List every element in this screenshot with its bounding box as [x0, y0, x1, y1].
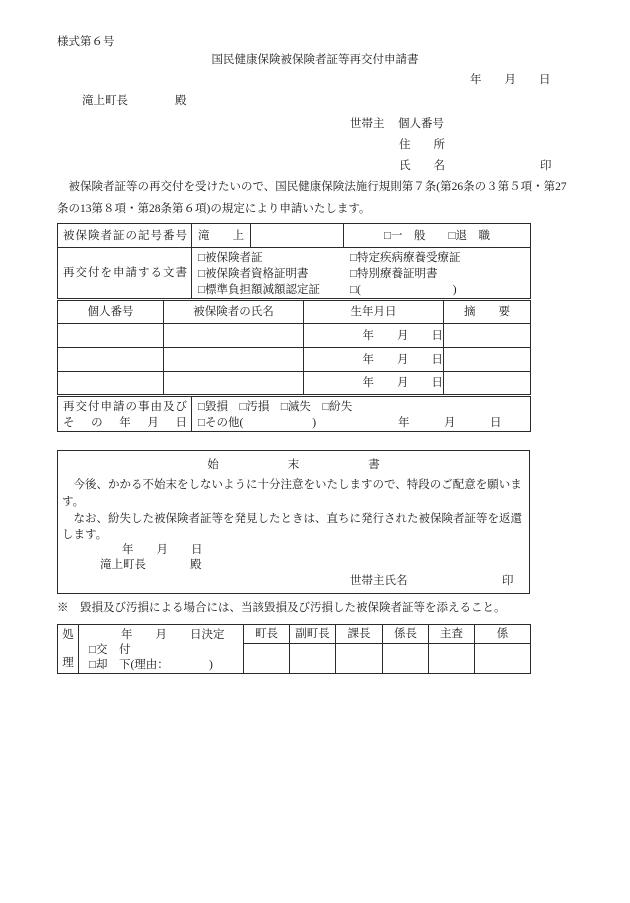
- approver-supervisor: 主査: [429, 625, 475, 644]
- reason-label-cell: [58, 396, 192, 432]
- stamp-cell-deputy-mayor: [290, 644, 336, 674]
- symbol-number-label-cell: [58, 224, 192, 248]
- apology-heading: 始 末 書: [207, 459, 380, 471]
- addressee-honorific: 殿: [175, 95, 187, 107]
- stamp-cell-staff: [475, 644, 531, 674]
- birth-date-cell: 年 月 日: [304, 348, 444, 372]
- approver-town-mayor: 町長: [244, 625, 290, 644]
- documents-label: 再交付を申請する文書: [63, 267, 187, 279]
- member-row: [58, 324, 531, 348]
- personal-number-cell: [58, 324, 164, 348]
- processing-label-bottom: 理: [62, 657, 74, 669]
- document-option: □被保険者証: [198, 252, 263, 264]
- birth-date-cell: 年 月 日: [304, 324, 444, 348]
- apology-line: す。: [62, 496, 85, 508]
- approver-header-row: [58, 625, 531, 644]
- symbol-number-row: [58, 224, 531, 248]
- members-header-row: [58, 300, 531, 324]
- apology-addressee-honorific: 殿: [190, 559, 202, 571]
- reason-row: [58, 396, 531, 432]
- reason-options: □毀損 □汚損 □滅失 □紛失: [198, 400, 353, 413]
- application-table: [57, 223, 531, 432]
- apology-line: 今後、かかる不始末をしないように十分注意をいたしますので、特段のご配意を願いま: [62, 479, 522, 491]
- seal-mark: 印: [540, 160, 552, 172]
- approver-deputy-mayor: 副町長: [290, 625, 336, 644]
- reason-other-option: □その他( ): [198, 416, 317, 429]
- address-label: 住 所: [399, 139, 445, 151]
- insured-name-cell: [164, 348, 304, 372]
- apology-line: します。: [62, 529, 108, 541]
- insured-name-cell: [164, 372, 304, 396]
- remarks-cell: [444, 348, 531, 372]
- attachment-note: ※ 毀損及び汚損による場合には、当該毀損及び汚損した被保険者証等を添えること。: [57, 602, 506, 614]
- symbol-prefix: 滝 上: [192, 224, 251, 248]
- reason-date: 年 月 日: [398, 416, 502, 429]
- reason-label: 再交付申請の事由及び: [63, 400, 187, 413]
- documents-label-cell: [58, 248, 192, 300]
- addressee-name: 滝上町長: [82, 95, 128, 107]
- statement-line: 被保険者証等の再交付を受けたいので、国民健康保険法施行規則第７条(第26条の３第５項・第27: [57, 181, 567, 193]
- personal-number-cell: [58, 372, 164, 396]
- document-option: □特定疾病療養受療証: [350, 252, 461, 264]
- insurance-category-options: □一 般 □退 職: [344, 224, 531, 248]
- household-head-label: 世帯主: [350, 118, 385, 130]
- header-remarks: 摘 要: [444, 300, 531, 324]
- processing-label-top: 処: [62, 629, 74, 641]
- personal-number-cell: [58, 348, 164, 372]
- document-option: □標準負担額減額認定証: [198, 284, 320, 296]
- approver-staff: 係: [475, 625, 531, 644]
- reject-option: □却 下(理由： ): [89, 658, 213, 671]
- insured-name-cell: [164, 324, 304, 348]
- personal-number-label: 個人番号: [398, 118, 444, 130]
- application-date: 年 月 日: [470, 74, 551, 86]
- documents-list: [192, 248, 530, 298]
- apology-line: なお、紛失した被保険者証等を発見したときは、直ちに発行された被保険者証等を返還: [62, 513, 522, 525]
- apology-signer-label: 世帯主氏名: [350, 575, 408, 587]
- stamp-cell-subsection-chief: [383, 644, 429, 674]
- approver-subsection-chief: 係長: [383, 625, 429, 644]
- member-row: [58, 348, 531, 372]
- documents-row: [58, 248, 531, 300]
- header-insured-name: 被保険者の氏名: [164, 300, 304, 324]
- name-label: 氏 名: [399, 160, 445, 172]
- document-option: □( ): [350, 284, 457, 296]
- decision-date: 年 月 日決定: [121, 628, 225, 641]
- remarks-cell: [444, 372, 531, 396]
- documents-cell: [192, 248, 531, 300]
- apology-seal-mark: 印: [502, 575, 514, 587]
- member-row: [58, 372, 531, 396]
- apology-box: [57, 450, 530, 594]
- header-personal-number: 個人番号: [58, 300, 164, 324]
- issue-option: □交 付: [89, 643, 131, 656]
- statement-line: 条の13第８項・第28条第６項)の規定により申請いたします。: [57, 203, 371, 215]
- document-option: □被保険者資格証明書: [198, 268, 309, 280]
- reason-other-line: [198, 415, 530, 431]
- document-option: □特別療養証明書: [350, 268, 438, 280]
- apology-addressee-name: 滝上町長: [100, 559, 146, 571]
- header-birth-date: 生年月日: [304, 300, 444, 324]
- reason-cell: [192, 396, 531, 432]
- remarks-cell: [444, 324, 531, 348]
- processing-label-cell: [58, 625, 79, 674]
- stamp-cell-section-chief: [336, 644, 383, 674]
- form-title: 国民健康保険被保険者証等再交付申請書: [211, 54, 419, 66]
- decision-cell: [79, 625, 244, 674]
- processing-table: [57, 624, 531, 674]
- form-number: 様式第６号: [57, 36, 115, 48]
- symbol-number-label: 被保険者証の記号番号: [63, 229, 187, 242]
- reason-label: そ の 年 月 日: [63, 416, 187, 429]
- stamp-cell-supervisor: [429, 644, 475, 674]
- birth-date-cell: 年 月 日: [304, 372, 444, 396]
- approver-section-chief: 課長: [336, 625, 383, 644]
- apology-date: 年 月 日: [122, 544, 203, 556]
- symbol-number-field: [251, 224, 344, 248]
- stamp-cell-town-mayor: [244, 644, 290, 674]
